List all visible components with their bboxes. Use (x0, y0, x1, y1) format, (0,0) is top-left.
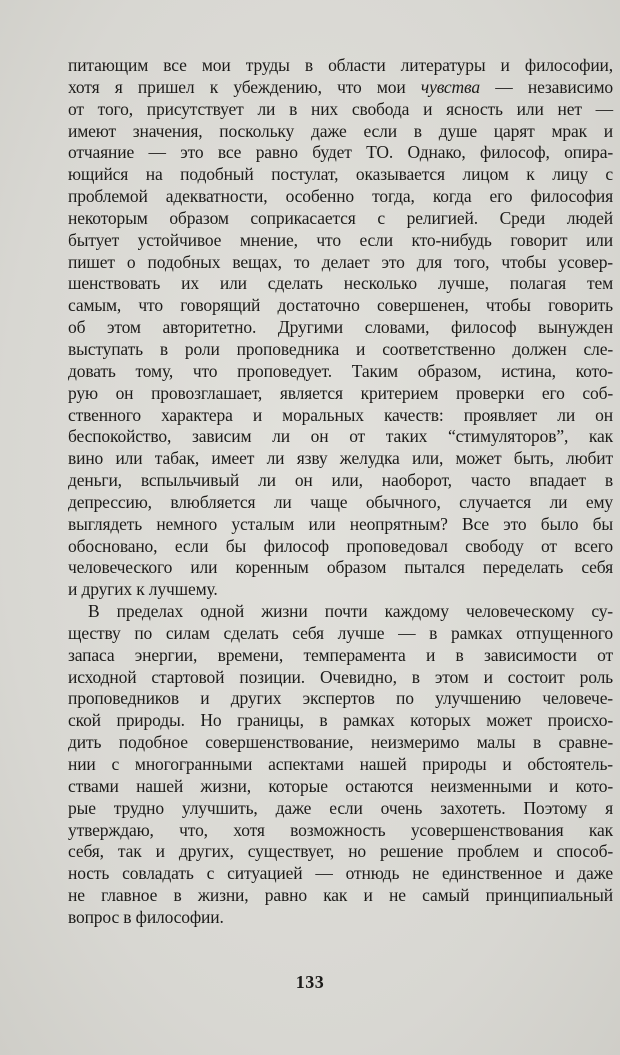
text-line: запаса энергии, времени, темперамента и в зависимости от (68, 644, 613, 665)
text-line: проповедников и других экспертов по улучшению человече- (68, 688, 613, 709)
text-line: ществу по силам сделать себя лучше — в рамках отпущенного (68, 622, 613, 643)
text-line: отчаяние — это все равно будет ТО. Однако, философ, опира- (68, 142, 613, 163)
text-line: пишет о подобных вещах, то делает это для того, чтобы усовер- (68, 251, 613, 272)
text-line: человеческого или коренным образом пытался переделать себя (68, 557, 613, 578)
text-line: выглядеть немного усталым или неопрятным? Все это было бы (68, 513, 613, 534)
text-line: бытует устойчивое мнение, что если кто-нибудь говорит или (68, 229, 613, 250)
text-line: выступать в роли проповедника и соответственно должен сле- (68, 338, 613, 359)
text-line: проблемой адекватности, особенно тогда, когда его философия (68, 186, 613, 207)
text-line: В пределах одной жизни почти каждому человеческому су- (88, 601, 613, 622)
text-line: имеют значения, поскольку даже если в душе царят мрак и (68, 120, 613, 141)
text-line: деньги, вспыльчивый ли он или, наоборот, часто впадает в (68, 470, 613, 491)
text-line: ственного характера и моральных качеств: проявляет ли он (68, 404, 613, 425)
text-line: и других к лучшему. (68, 579, 218, 600)
text-line: от того, присутствует ли в них свобода и ясность или нет — (68, 98, 613, 119)
text-line: обосновано, если бы философ проповедовал свободу от всего (68, 535, 613, 556)
text-line: не главное в жизни, равно как и не самый принципиальный (68, 885, 613, 906)
text-line: рые трудно улучшить, даже если очень захотеть. Поэтому я (68, 797, 613, 818)
paragraph-2 (68, 601, 613, 929)
text-line: ющийся на подобный постулат, оказывается лицом к лицу с (68, 164, 613, 185)
page-number: 133 (295, 972, 325, 992)
text-line: рую он провозглашает, является критерием проверки его соб- (68, 382, 613, 403)
text-line: вино или табак, имеет ли язву желудка или, может быть, любит (68, 448, 613, 469)
text-line: ность совладать с ситуацией — отнюдь не единственное и даже (68, 863, 613, 884)
text-line: хотя я пришел к убеждению, что мои чувства — независимо (68, 76, 613, 97)
text-line: ской природы. Но границы, в рамках которых может происхо- (68, 710, 613, 731)
text-line: шенствовать их или сделать несколько лучше, полагая тем (68, 273, 613, 294)
body-text (68, 55, 613, 929)
text-line: об этом авторитетно. Другими словами, философ вынужден (68, 317, 613, 338)
text-line: исходной стартовой позиции. Очевидно, в этом и состоит роль (68, 666, 613, 687)
text-line: нии с многогранными аспектами нашей природы и обстоятель- (68, 754, 613, 774)
text-line: депрессию, влюбляется ли чаще обычного, случается ли ему (68, 491, 613, 512)
text-line: некоторым образом соприкасается с религией. Среди людей (68, 207, 613, 228)
text-line: вопрос в философии. (68, 906, 224, 927)
text-line: питающим все мои труды в области литературы и философии, (68, 55, 613, 75)
text-line: беспокойство, зависим ли он от таких “стимуляторов”, как (68, 426, 613, 447)
text-line: себя, так и других, существует, но решение проблем и способ- (68, 841, 613, 862)
text-line: утверждаю, что, хотя возможность усовершенствования как (68, 819, 613, 840)
text-line: дить подобное совершенствование, неизмеримо малы в сравне- (68, 732, 613, 753)
paragraph-1 (68, 55, 613, 601)
text-line: самым, что говорящий достаточно совершенен, чтобы говорить (68, 295, 613, 316)
text-line: довать тому, что проповедует. Таким образом, истина, кото- (68, 360, 613, 381)
text-line: ствами нашей жизни, которые остаются неизменными и кото- (68, 775, 613, 796)
